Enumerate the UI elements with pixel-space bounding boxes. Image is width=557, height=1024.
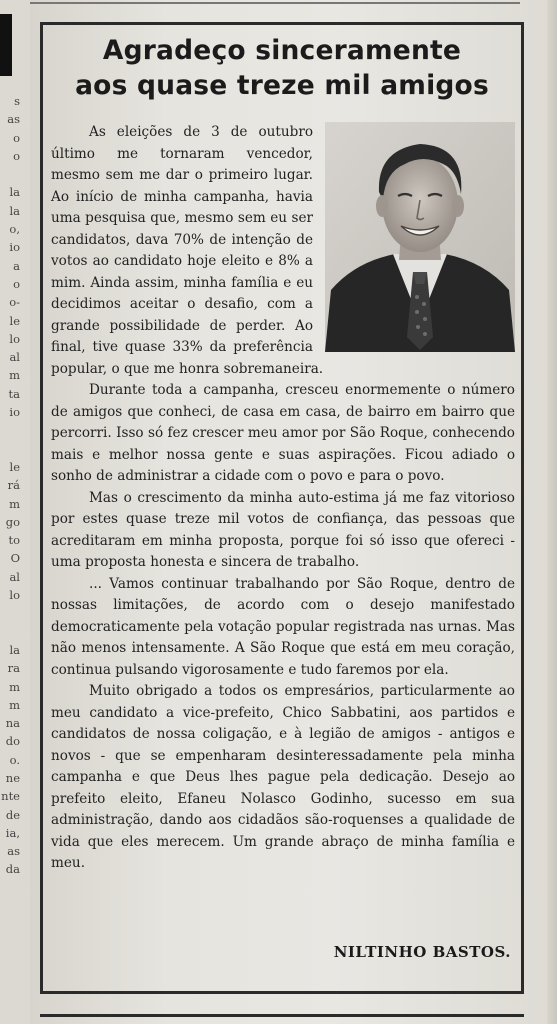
adjacent-column-fragment: al <box>9 350 20 365</box>
paragraph-3: Mas o crescimento da minha auto-estima já me faz vitorioso por estes quase treze mil votos de confiança, das pessoas que acreditaram em minha proposta, porque foi só isso que ofereci - uma proposta honesta e sincera de trabalho. <box>51 489 515 570</box>
adjacent-column-fragment: m <box>9 679 20 694</box>
paragraph-2: Durante toda a campanha, cresceu enormemente o número de amigos que conheci, de casa em casa, de bairro em bairro que percorri. Isso só fez crescer meu amor por São Roque, conhecendo mais e melhor nossa gente e suas aspirações. Ficou adiado o sonho de administrar a cidade com o povo e para o povo. <box>51 382 515 484</box>
adjacent-column-fragment: nte <box>1 789 20 804</box>
adjacent-column-fragment <box>0 440 22 458</box>
adjacent-column-fragment: m <box>9 496 20 511</box>
adjacent-column-fragment: ne <box>5 770 20 785</box>
adjacent-column-fragment: s <box>14 94 20 108</box>
article-body <box>51 122 515 875</box>
page-edge <box>547 0 557 1024</box>
adjacent-column-fragment: o <box>13 276 20 291</box>
adjacent-column-fragment: ta <box>8 386 20 401</box>
adjacent-column-fragment: lo <box>9 331 20 346</box>
adjacent-column-fragment <box>0 604 22 622</box>
paragraph-4: ... Vamos continuar trabalhando por São Roque, dentro de nossas limitações, de acordo com o desejo manifestado democraticamente pela votação popular registrada nas urnas. Mas não menos intensamente. A São Roque que está em meu coração, continua pulsando vigorosamente e tudo faremos por ela. <box>51 575 515 678</box>
adjacent-column-fragment: a <box>13 258 20 273</box>
adjacent-column-fragment: al <box>9 569 20 584</box>
adjacent-column-fragment: io <box>9 240 20 255</box>
adjacent-column-fragment: lo <box>9 588 20 603</box>
headline-line-1: Agradeço sinceramente <box>102 35 462 66</box>
adjacent-column-fragment <box>0 623 22 641</box>
adjacent-column-fragment: le <box>9 313 20 328</box>
adjacent-column-fragment: na <box>5 716 20 731</box>
adjacent-column-fragment: io <box>9 405 20 420</box>
adjacent-column-fragment: ia, <box>5 825 20 840</box>
adjacent-column-fragment: o <box>13 130 20 145</box>
adjacent-column-fragment: la <box>9 642 20 657</box>
paragraph-1: As eleições de 3 de outubro último me tornaram vencedor, mesmo sem me dar o primeiro lugar. Ao início de minha campanha, havia uma pesquisa que, mesmo sem eu ser candidatos, dava 70% de intenção de votos ao candidato hoje eleito e 8% a mim. Ainda assim, minha família e eu decidimos aceitar o desafio, com a grande possibilidade de perder. Ao final, tive quase 33% da preferência popular, o que me honra sobremaneira. <box>51 124 324 377</box>
adjacent-column-text <box>0 92 22 879</box>
adjacent-column-fragment: o <box>13 148 20 163</box>
adjacent-column-fragment: m <box>9 697 20 712</box>
adjacent-column-fragment: da <box>5 862 20 877</box>
adjacent-column-fragment: le <box>9 459 20 474</box>
adjacent-column-fragment <box>0 165 22 183</box>
adjacent-column-fragment: do <box>5 734 20 749</box>
bottom-rule <box>40 1014 524 1017</box>
portrait-photo <box>325 122 515 352</box>
adjacent-column-fragment: as <box>7 844 20 859</box>
adjacent-column-fragment: as <box>7 112 20 127</box>
adjacent-column-fragment: O <box>10 551 20 566</box>
adjacent-column-fragment: rá <box>7 478 20 493</box>
adjacent-column-fragment: ra <box>7 661 20 676</box>
article-headline <box>43 33 521 103</box>
top-rule <box>30 2 520 4</box>
adjacent-column-fragment: la <box>9 203 20 218</box>
paragraph-5: Muito obrigado a todos os empresários, particularmente ao meu candidato a vice-prefeito, Chico Sabbatini, aos partidos e candidatos de nossa coligação, e à legião de amigos - antigos e novos - que se empenharam desinteressadamente pela minha campanha e que Deus lhes pague pela dedicação. Desejo ao prefeito eleito, Efaneu Nolasco Godinho, sucesso em sua administração, dando aos cidadãos são-roquenses a qualidade de vida que eles merecem. Um grande abraço de minha família e meu. <box>51 683 515 871</box>
adjacent-column-fragment: de <box>5 807 20 822</box>
adjacent-column-fragment: m <box>9 368 20 383</box>
adjacent-column-fragment: go <box>5 514 20 529</box>
black-tab-mark <box>0 14 12 76</box>
adjacent-column-fragment: to <box>8 533 20 548</box>
adjacent-column-fragment: la <box>9 185 20 200</box>
adjacent-column-fragment: o- <box>9 295 20 310</box>
headline-line-2: aos quase treze mil amigos <box>75 70 489 101</box>
adjacent-column-fragment: o, <box>9 222 20 237</box>
adjacent-column-fragment <box>0 421 22 439</box>
article-box <box>40 22 524 994</box>
adjacent-column-fragment: o. <box>9 752 20 767</box>
author-signature: NILTINHO BASTOS. <box>333 943 511 961</box>
